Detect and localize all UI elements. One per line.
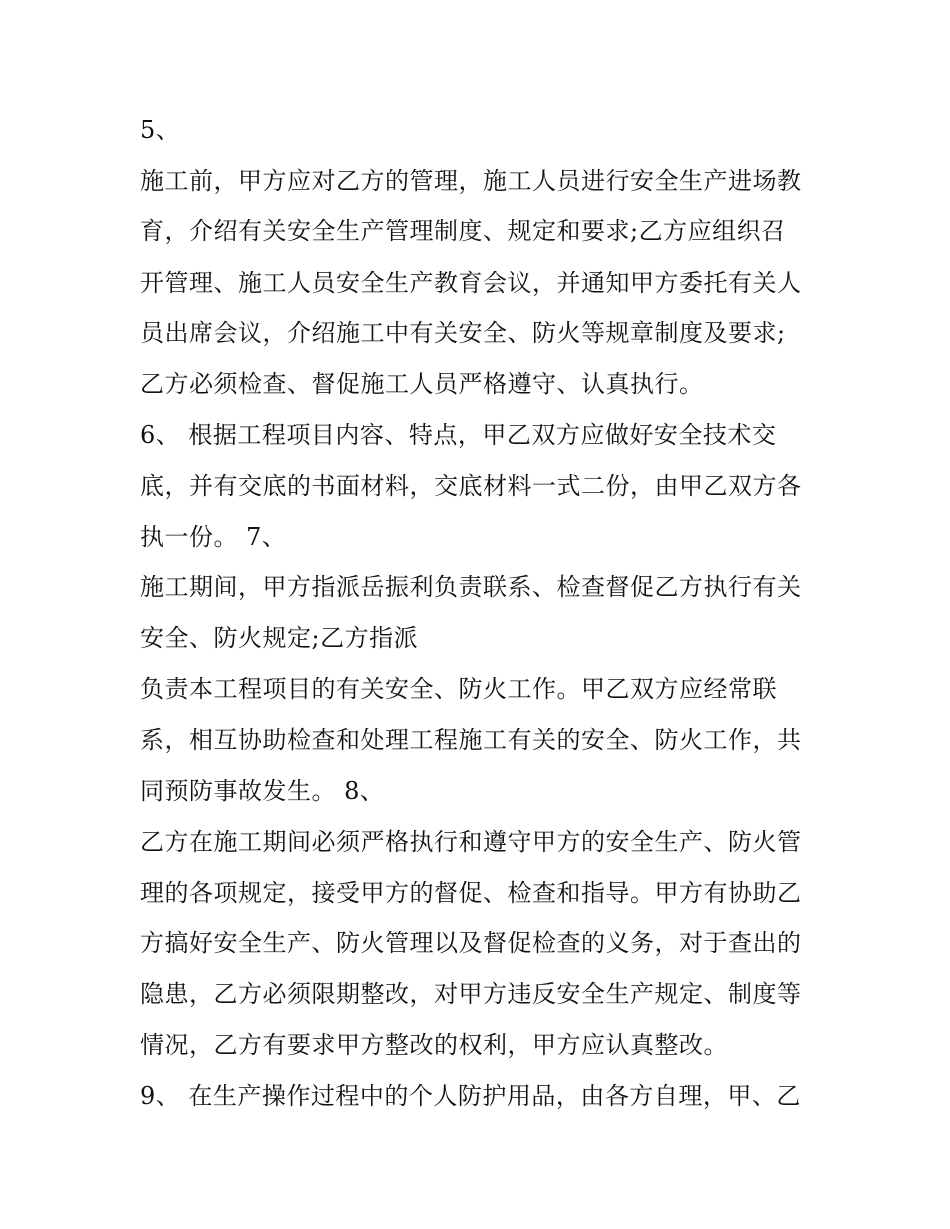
text-line: 方搞好安全生产、防火管理以及督促检查的义务，对于查出的 <box>140 929 802 957</box>
text-line: 同预防事故发生。 8、 <box>140 777 385 805</box>
text-line: 理的各项规定，接受甲方的督促、检查和指导。甲方有协助乙 <box>140 879 802 907</box>
text-line: 隐患，乙方必须限期整改，对甲方违反安全生产规定、制度等 <box>140 980 802 1008</box>
text-line: 开管理、施工人员安全生产教育会议，并通知甲方委托有关人 <box>140 269 802 297</box>
text-line: 育，介绍有关安全生产管理制度、规定和要求;乙方应组织召 <box>140 217 786 245</box>
text-line: 9、 在生产操作过程中的个人防护用品，由各方自理，甲、乙 <box>140 1082 801 1110</box>
text-line: 系，相互协助检查和处理工程施工有关的安全、防火工作，共 <box>140 726 802 754</box>
text-line: 施工前，甲方应对乙方的管理，施工人员进行安全生产进场教 <box>140 167 802 195</box>
text-line: 执一份。 7、 <box>140 523 287 551</box>
text-line: 施工期间，甲方指派岳振利负责联系、检查督促乙方执行有关 <box>140 573 802 601</box>
text-line: 6、 根据工程项目内容、特点，甲乙双方应做好安全技术交 <box>140 421 777 449</box>
text-line: 乙方在施工期间必须严格执行和遵守甲方的安全生产、防火管 <box>140 828 802 856</box>
text-line: 乙方必须检查、督促施工人员严格遵守、认真执行。 <box>140 370 704 398</box>
text-line: 底，并有交底的书面材料，交底材料一式二份，由甲乙双方各 <box>140 472 802 500</box>
text-line: 情况，乙方有要求甲方整改的权利，甲方应认真整改。 <box>140 1031 728 1059</box>
text-line: 5、 <box>140 116 181 144</box>
text-line: 负责本工程项目的有关安全、防火工作。甲乙双方应经常联 <box>140 675 777 703</box>
text-line: 安全、防火规定;乙方指派 <box>140 624 419 652</box>
text-line: 员出席会议，介绍施工中有关安全、防火等规章制度及要求; <box>140 319 786 347</box>
